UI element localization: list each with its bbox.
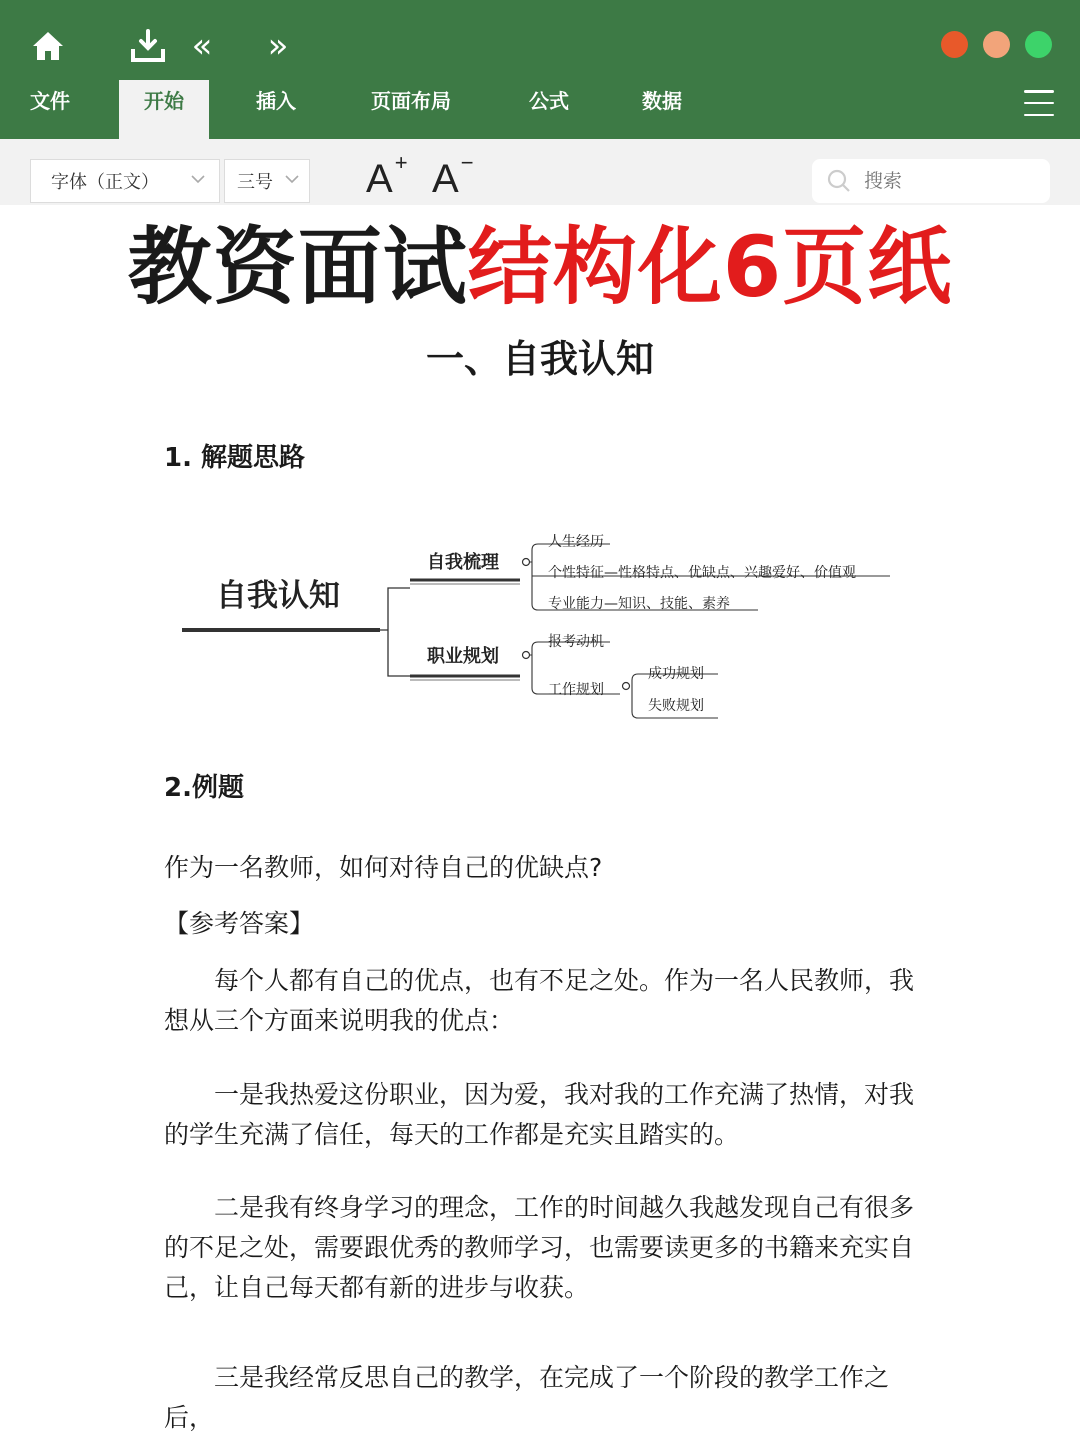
tab-home[interactable]: 开始 (119, 80, 209, 139)
mindmap-root-label: 自我认知 (216, 578, 340, 614)
answer-paragraph: 每个人都有自己的优点，也有不足之处。作为一名人民教师，我想从三个方面来说明我的优点： (164, 966, 915, 1035)
app-toolbar (0, 0, 1080, 139)
subsection-heading-example: 2.例题 (164, 773, 244, 803)
font-size-value: 三号 (237, 172, 273, 193)
ribbon-tabs (0, 80, 1080, 139)
quick-access-bar (26, 24, 298, 68)
tab-formula[interactable]: 公式 (529, 89, 569, 113)
answer-paragraph: 二是我有终身学习的理念，工作的时间越久我越发现自己有很多的不足之处，需要跟优秀的教师学习，也需要读更多的书籍来充实自己，让自己每天都有新的进步与收获。 (164, 1193, 915, 1302)
tab-page-layout[interactable]: 页面布局 (371, 89, 451, 113)
mindmap-branch2-node (523, 652, 530, 659)
mindmap-branch1-node (523, 559, 530, 566)
search-input[interactable] (864, 170, 1014, 192)
increase-font-sup: + (394, 149, 408, 175)
prev-page-icon[interactable]: « (191, 26, 213, 66)
title-red-part: 结构化6页纸 (467, 218, 953, 316)
section-heading: 一、自我认知 (425, 337, 654, 381)
search-box[interactable] (812, 159, 1050, 203)
next-page-icon[interactable]: » (267, 26, 289, 66)
page-title (0, 212, 1080, 322)
font-size-select[interactable] (224, 159, 310, 203)
hamburger-menu-icon[interactable] (1024, 90, 1054, 116)
window-minimize-dot[interactable] (983, 31, 1010, 58)
mindmap-item-personality: 个性特征—性格特点、优缺点、兴趣爱好、价值观 (548, 565, 856, 581)
mindmap-branch1-label: 自我梳理 (427, 552, 499, 573)
answer-label: 【参考答案】 (164, 909, 315, 938)
decrease-font-sup: − (460, 149, 474, 175)
chevron-down-icon (189, 170, 207, 188)
tab-file[interactable]: 文件 (30, 89, 70, 113)
mindmap-subnode (623, 683, 630, 690)
ribbon-toolbar (0, 139, 1080, 205)
mindmap-branch2-label: 职业规划 (427, 646, 499, 667)
mindmap-item-success-plan: 成功规划 (648, 666, 704, 682)
mindmap-root-connector (380, 588, 410, 676)
font-family-value: 字体（正文） (51, 172, 159, 193)
window-controls (941, 31, 1052, 58)
mindmap-item-life: 人生经历 (548, 534, 604, 550)
increase-font-label: A (366, 157, 393, 201)
increase-font-button[interactable] (366, 149, 408, 202)
download-icon[interactable] (126, 24, 170, 68)
decrease-font-button[interactable] (432, 149, 474, 202)
tab-insert[interactable]: 插入 (256, 89, 296, 113)
window-maximize-dot[interactable] (1025, 31, 1052, 58)
question-text: 作为一名教师，如何对待自己的优缺点? (164, 853, 603, 882)
tab-data[interactable]: 数据 (642, 89, 682, 113)
answer-paragraph: 一是我热爱这份职业，因为爱，我对我的工作充满了热情，对我的学生充满了信任，每天的工作都是充实且踏实的。 (164, 1080, 915, 1149)
subsection-heading-approach: 1. 解题思路 (164, 443, 306, 473)
mindmap-item-ability: 专业能力—知识、技能、素养 (548, 596, 730, 612)
mindmap-item-work-plan: 工作规划 (548, 682, 604, 698)
home-icon[interactable] (26, 24, 70, 68)
chevron-down-icon (283, 170, 301, 188)
title-black-part: 教资面试 (127, 218, 468, 316)
font-family-select[interactable] (30, 159, 220, 203)
search-icon (826, 168, 852, 194)
answer-paragraph: 三是我经常反思自己的教学，在完成了一个阶段的教学工作之后， (164, 1363, 890, 1432)
mind-map-diagram (170, 510, 910, 730)
window-close-dot[interactable] (941, 31, 968, 58)
mindmap-item-failure-plan: 失败规划 (648, 698, 704, 714)
decrease-font-label: A (432, 157, 459, 201)
mindmap-item-motivation: 报考动机 (548, 634, 604, 650)
